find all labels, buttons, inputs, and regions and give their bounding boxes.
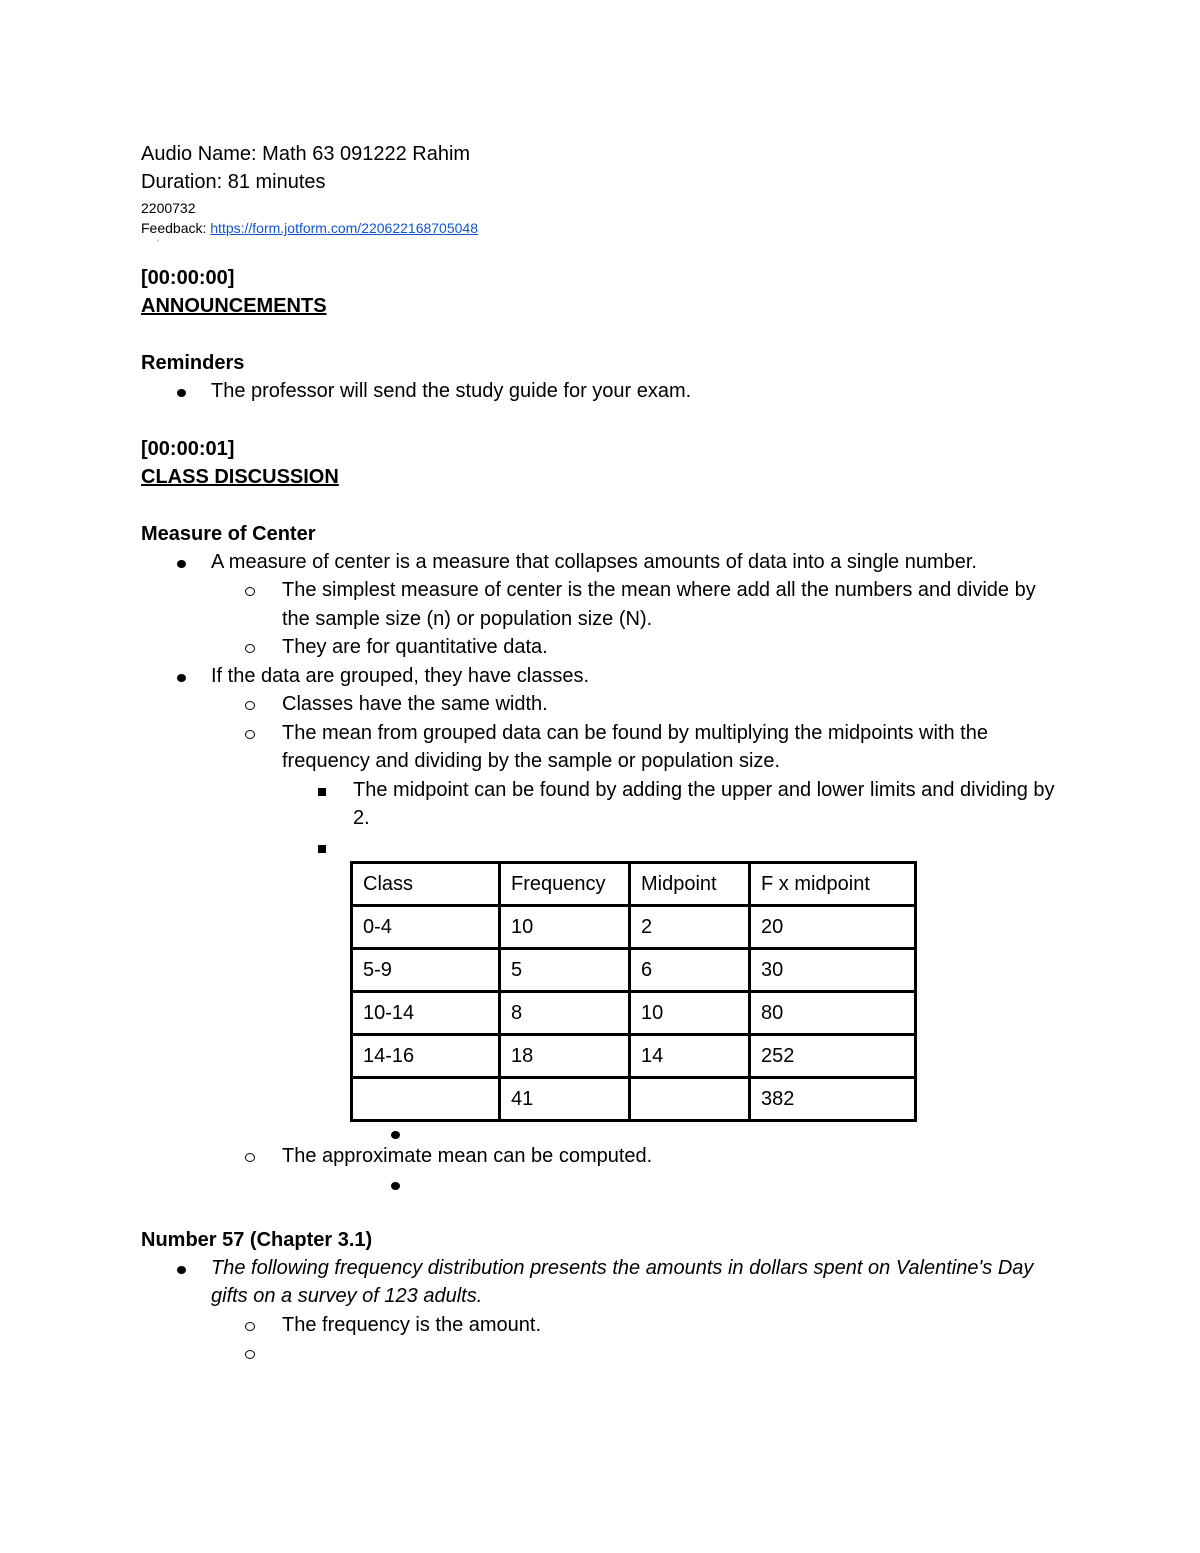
list-item: The frequency is the amount. bbox=[141, 1311, 1061, 1340]
table-cell: 382 bbox=[750, 1078, 916, 1121]
section-title-class-discussion: CLASS DISCUSSION bbox=[141, 465, 339, 488]
list-item bbox=[141, 833, 1061, 862]
table-cell: 30 bbox=[750, 949, 916, 992]
table-header-row bbox=[352, 863, 916, 906]
list-item: The simplest measure of center is the mean where add all the numbers and divide by the sample size (n) or population size (N). bbox=[141, 576, 1061, 633]
bullet-icon bbox=[177, 560, 186, 568]
square-bullet-icon bbox=[318, 845, 326, 853]
list-item: A measure of center is a measure that collapses amounts of data into a single number. bbox=[141, 548, 1061, 577]
bullet-icon bbox=[177, 1266, 186, 1274]
subheading-number-57: Number 57 (Chapter 3.1) bbox=[141, 1228, 373, 1251]
table-cell bbox=[630, 1078, 750, 1121]
table-cell: 10 bbox=[500, 906, 630, 949]
table-header-cell: F x midpoint bbox=[750, 863, 916, 906]
table-cell: 14-16 bbox=[352, 1035, 500, 1078]
list-item: The midpoint can be found by adding the upper and lower limits and dividing by 2. bbox=[141, 776, 1061, 833]
table-header-cell: Class bbox=[352, 863, 500, 906]
timestamp-announcements: [00:00:00] bbox=[141, 267, 235, 289]
reminders-list bbox=[141, 377, 1061, 406]
table-cell: 10 bbox=[630, 992, 750, 1035]
table-cell: 0-4 bbox=[352, 906, 500, 949]
circle-bullet-icon bbox=[245, 1322, 255, 1331]
audio-name: Audio Name: Math 63 091222 Rahim bbox=[141, 143, 471, 165]
circle-bullet-icon bbox=[245, 701, 255, 710]
table-cell: 8 bbox=[500, 992, 630, 1035]
table-header-cell: Frequency bbox=[500, 863, 630, 906]
table-cell: 5-9 bbox=[352, 949, 500, 992]
timestamp-class-discussion: [00:00:01] bbox=[141, 437, 235, 460]
table-row bbox=[352, 1035, 916, 1078]
bullet-icon bbox=[391, 1131, 400, 1139]
grouped-data-table bbox=[350, 861, 917, 1122]
table-cell: 10-14 bbox=[352, 992, 500, 1035]
measure-of-center-list-continued bbox=[141, 1142, 1061, 1171]
circle-bullet-icon bbox=[245, 730, 255, 739]
circle-bullet-icon bbox=[245, 644, 255, 653]
subheading-reminders: Reminders bbox=[141, 352, 245, 374]
list-item: If the data are grouped, they have classes. bbox=[141, 662, 1061, 691]
table-cell: 252 bbox=[750, 1035, 916, 1078]
feedback-line bbox=[141, 218, 1061, 238]
table-row bbox=[352, 992, 916, 1035]
list-item: The professor will send the study guide for your exam. bbox=[141, 377, 1061, 406]
bullet-icon bbox=[177, 389, 186, 397]
circle-bullet-icon bbox=[245, 587, 255, 596]
table-row bbox=[352, 1078, 916, 1121]
table-header-cell: Midpoint bbox=[630, 863, 750, 906]
bullet-icon bbox=[177, 674, 186, 682]
table-cell: 20 bbox=[750, 906, 916, 949]
table-cell bbox=[352, 1078, 500, 1121]
duration: Duration: 81 minutes bbox=[141, 171, 326, 193]
list-item: The approximate mean can be computed. bbox=[141, 1142, 1061, 1171]
table-cell: 14 bbox=[630, 1035, 750, 1078]
tick-mark: ' bbox=[157, 238, 159, 248]
circle-bullet-icon bbox=[245, 1350, 255, 1359]
list-item: They are for quantitative data. bbox=[141, 633, 1061, 662]
table-cell: 41 bbox=[500, 1078, 630, 1121]
list-item: Classes have the same width. bbox=[141, 690, 1061, 719]
feedback-link[interactable]: https://form.jotform.com/220622168705048 bbox=[210, 220, 478, 236]
subheading-measure-of-center: Measure of Center bbox=[141, 522, 316, 545]
list-item: The mean from grouped data can be found by multiplying the midpoints with the frequency and dividing by the sample or population size. bbox=[141, 719, 1061, 776]
table-row bbox=[352, 949, 916, 992]
circle-bullet-icon bbox=[245, 1153, 255, 1162]
table-cell: 2 bbox=[630, 906, 750, 949]
square-bullet-icon bbox=[318, 788, 326, 796]
list-item: The following frequency distribution presents the amounts in dollars spent on Valentine's Day gifts on a survey of 123 adults. bbox=[141, 1254, 1061, 1311]
measure-of-center-list bbox=[141, 548, 1061, 862]
section-title-announcements: ANNOUNCEMENTS bbox=[141, 295, 327, 317]
table-cell: 18 bbox=[500, 1035, 630, 1078]
table-row bbox=[352, 906, 916, 949]
table-cell: 5 bbox=[500, 949, 630, 992]
transcript-id: 2200732 bbox=[141, 200, 196, 216]
list-item bbox=[141, 1339, 1061, 1368]
document-page bbox=[141, 140, 1061, 1368]
table-cell: 6 bbox=[630, 949, 750, 992]
number-57-list bbox=[141, 1254, 1061, 1368]
bullet-icon bbox=[391, 1182, 400, 1190]
table-cell: 80 bbox=[750, 992, 916, 1035]
feedback-label: Feedback: bbox=[141, 220, 211, 236]
